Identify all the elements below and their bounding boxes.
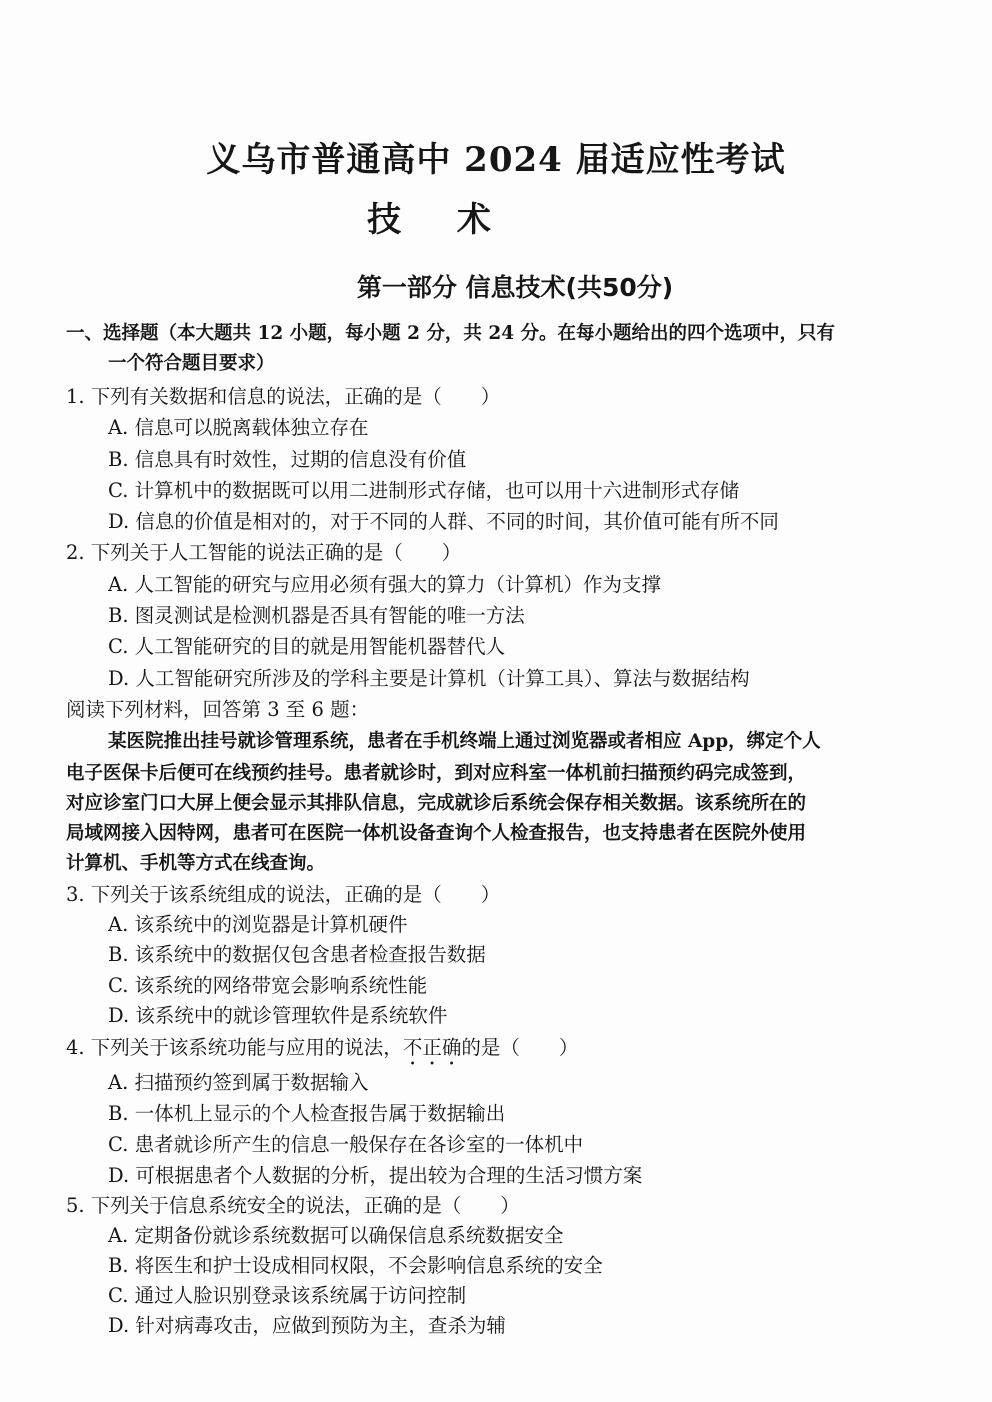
question-2-option-a: A. 人工智能的研究与应用必须有强大的算力（计算机）作为支撑 (108, 573, 661, 596)
section-heading-cont: 一个符合题目要求） (108, 353, 275, 374)
question-4-option-d: D. 可根据患者个人数据的分析，提出较为合理的生活习惯方案 (108, 1164, 643, 1187)
question-5-option-a: A. 定期备份就诊系统数据可以确保信息系统数据安全 (108, 1224, 564, 1247)
question-3-option-c: C. 该系统的网络带宽会影响系统性能 (108, 974, 428, 997)
question-5-stem: 5. 下列关于信息系统安全的说法，正确的是（ ） (66, 1194, 520, 1217)
question-3-option-b: B. 该系统中的数据仅包含患者检查报告数据 (108, 943, 486, 966)
question-4-option-a: A. 扫描预约签到属于数据输入 (108, 1071, 369, 1094)
reading-line-3: 对应诊室门口大屏上便会显示其排队信息，完成就诊后系统会保存相关数据。该系统所在的 (66, 793, 807, 814)
part-title: 第一部分 信息技术(共50分) (356, 273, 674, 302)
question-5-option-d: D. 针对病毒攻击，应做到预防为主，查杀为辅 (108, 1314, 506, 1337)
question-1-option-d: D. 信息的价值是相对的，对于不同的人群、不同的时间，其价值可能有所不同 (108, 510, 779, 533)
question-3-option-a: A. 该系统中的浏览器是计算机硬件 (108, 913, 408, 936)
question-4-emphasis: 不正确 (402, 1036, 462, 1059)
question-2-option-c: C. 人工智能研究的目的就是用智能机器替代人 (108, 635, 506, 658)
question-4-stem (66, 1036, 578, 1070)
question-4-option-b: B. 一体机上显示的个人检查报告属于数据输出 (108, 1102, 506, 1125)
exam-title: 义乌市普通高中 2024 届适应性考试 (206, 140, 786, 180)
question-2-stem: 2. 下列关于人工智能的说法正确的是（ ） (66, 541, 462, 564)
question-4-stem-start: 4. 下列关于该系统功能与应用的说法， (66, 1036, 403, 1059)
question-2-option-b: B. 图灵测试是检测机器是否具有智能的唯一方法 (108, 604, 525, 627)
reading-line-2: 电子医保卡后便可在线预约挂号。患者就诊时，到对应科室一体机前扫描预约码完成签到， (66, 763, 807, 784)
section-heading: 一、选择题（本大题共 12 小题，每小题 2 分，共 24 分。在每小题给出的四个选项中，只有 (66, 323, 836, 344)
question-1-option-c: C. 计算机中的数据既可以用二进制形式存储，也可以用十六进制形式存储 (108, 479, 740, 502)
question-5-option-c: C. 通过人脸识别登录该系统属于访问控制 (108, 1284, 467, 1307)
question-2-option-d: D. 人工智能研究所涉及的学科主要是计算机（计算工具）、算法与数据结构 (108, 667, 750, 690)
reading-intro: 阅读下列材料，回答第 3 至 6 题： (66, 698, 370, 721)
question-1-option-b: B. 信息具有时效性，过期的信息没有价值 (108, 448, 467, 471)
question-4-option-c: C. 患者就诊所产生的信息一般保存在各诊室的一体机中 (108, 1133, 584, 1156)
question-1-stem: 1. 下列有关数据和信息的说法，正确的是（ ） (66, 385, 501, 408)
exam-subject: 技 术 (367, 200, 513, 240)
reading-line-5: 计算机、手机等方式在线查询。 (66, 853, 326, 874)
question-4-stem-end: 的是（ ） (461, 1036, 579, 1059)
reading-line-1: 某医院推出挂号就诊管理系统，患者在手机终端上通过浏览器或者相应 App，绑定个人 (108, 731, 821, 752)
question-3-stem: 3. 下列关于该系统组成的说法，正确的是（ ） (66, 883, 501, 906)
reading-line-4: 局域网接入因特网，患者可在医院一体机设备查询个人检查报告，也支持患者在医院外使用 (66, 823, 807, 844)
question-5-option-b: B. 将医生和护士设成相同权限，不会影响信息系统的安全 (108, 1254, 603, 1277)
question-1-option-a: A. 信息可以脱离载体独立存在 (108, 416, 369, 439)
question-3-option-d: D. 该系统中的就诊管理软件是系统软件 (108, 1004, 448, 1027)
